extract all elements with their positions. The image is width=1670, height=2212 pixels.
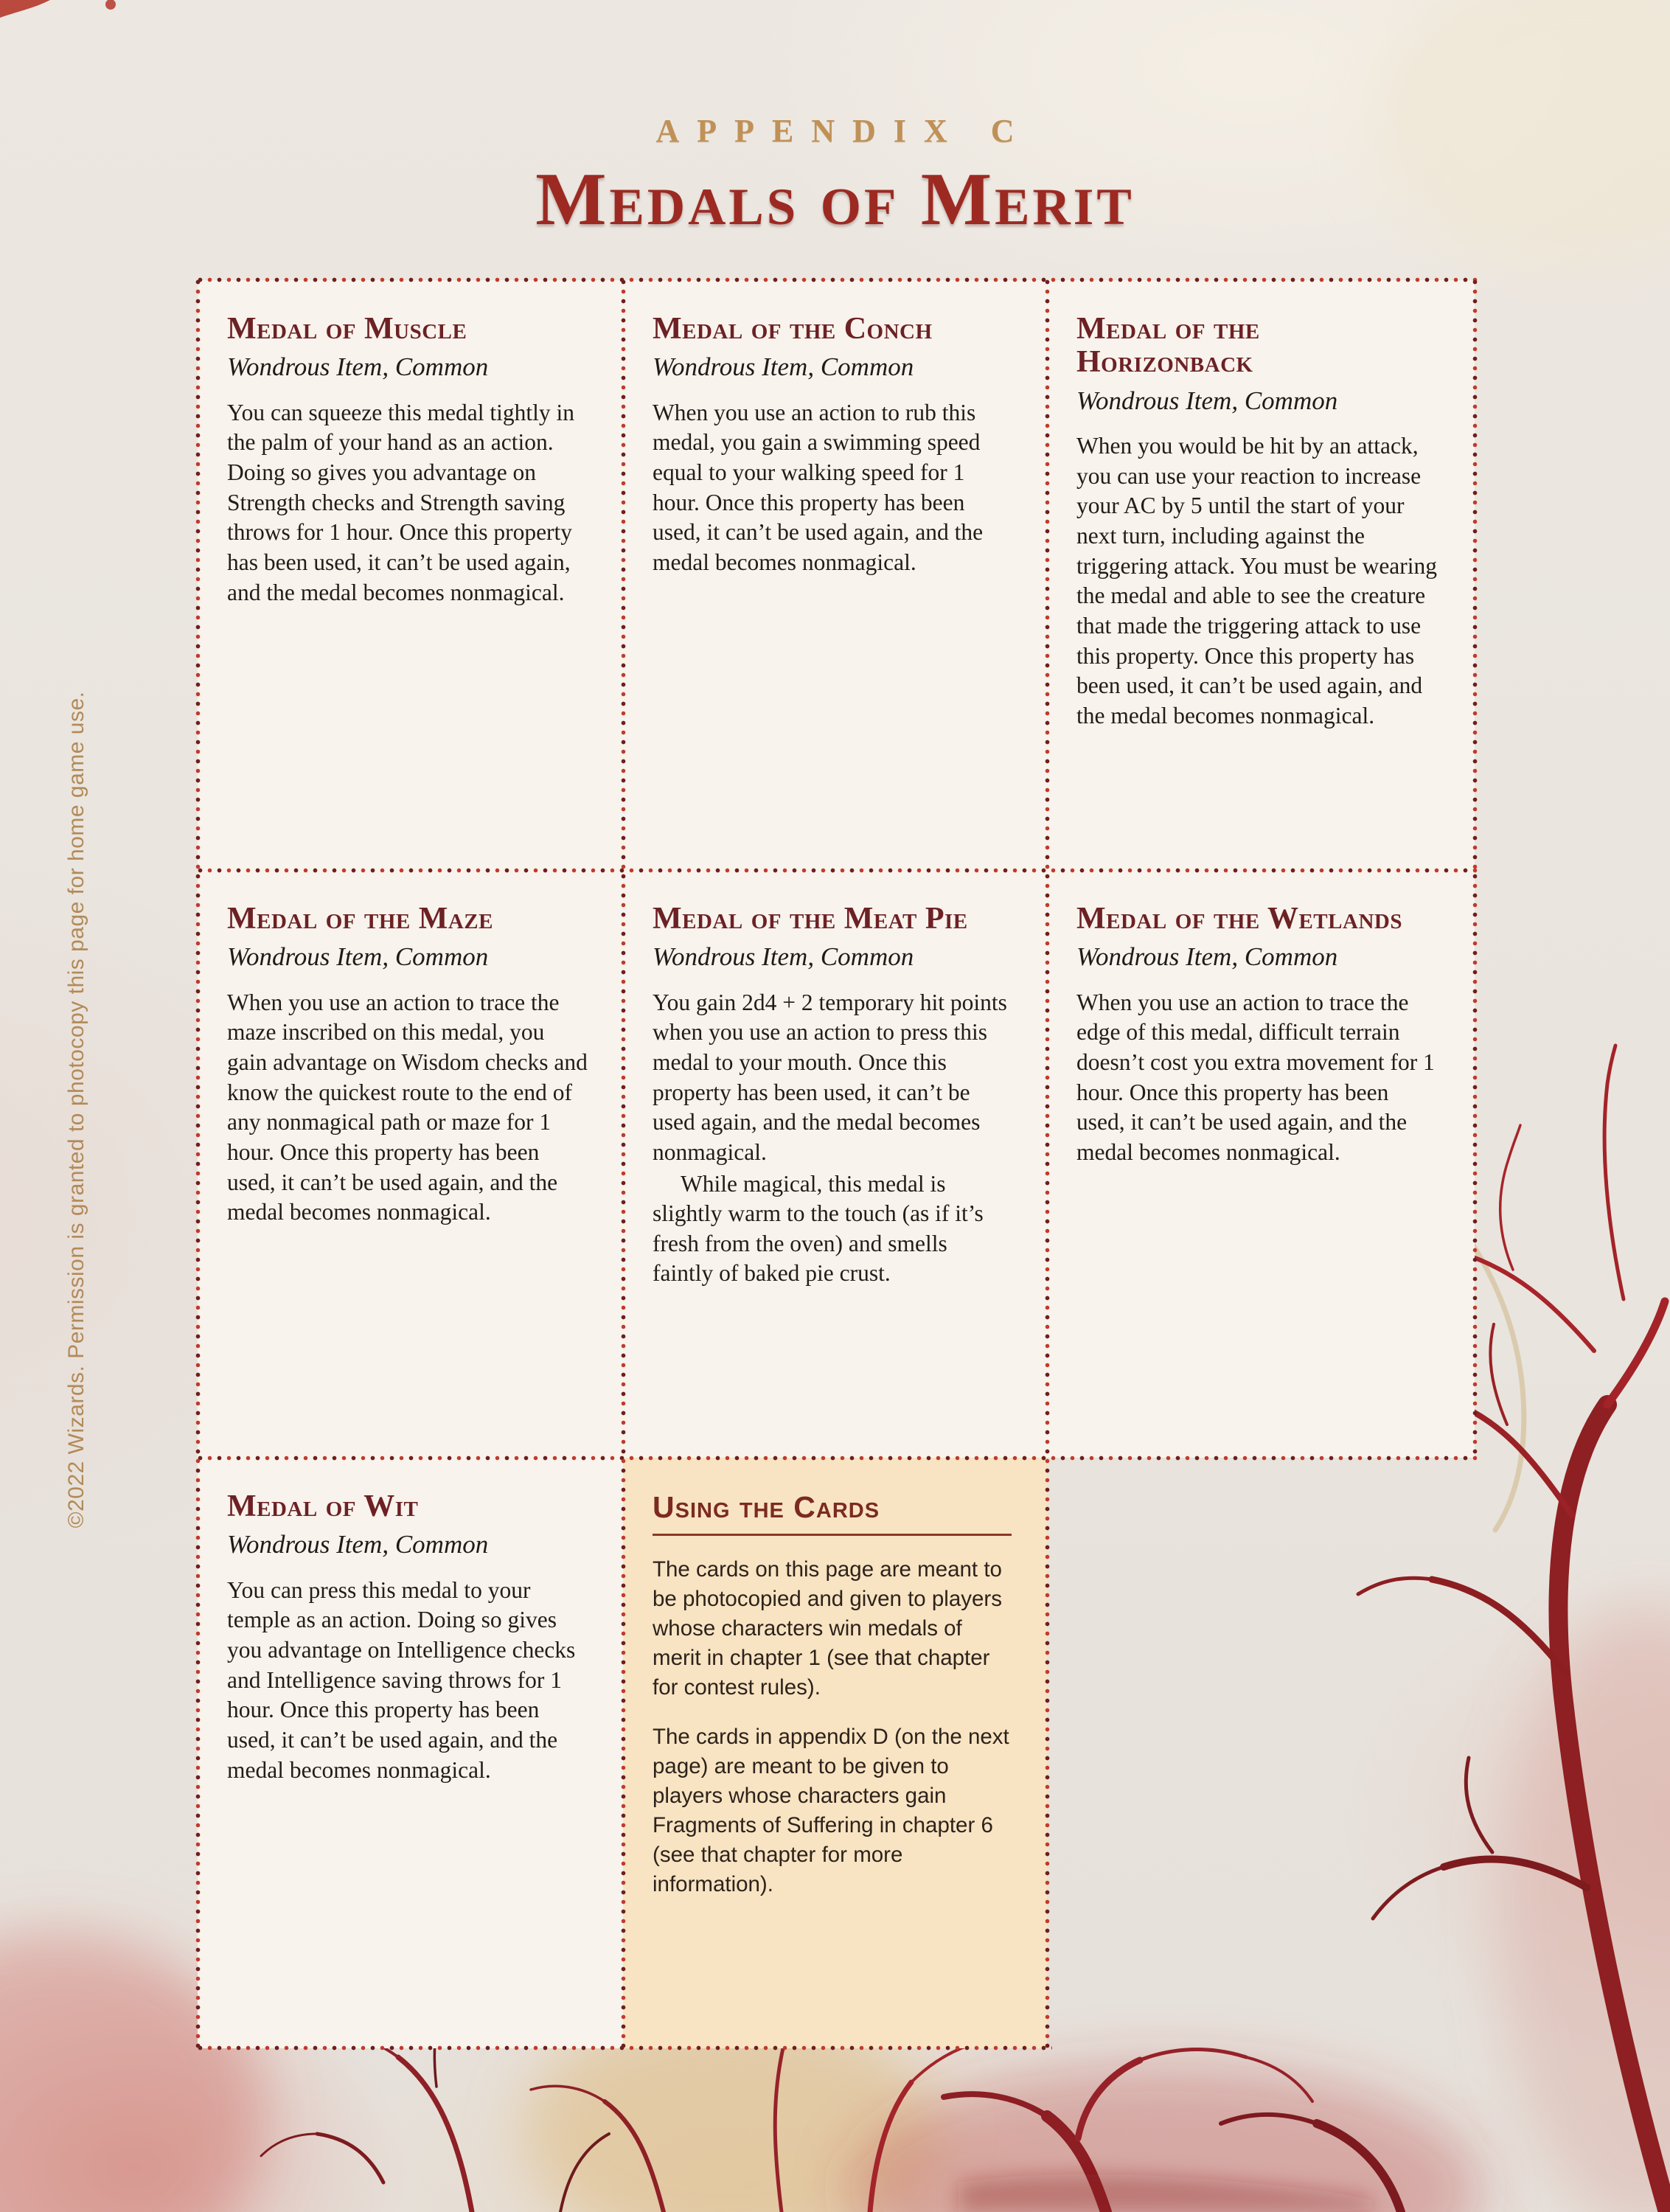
card-body — [227, 988, 588, 1228]
card-subtitle: Wondrous Item, Common — [227, 1530, 489, 1559]
card-medal-of-muscle — [198, 280, 623, 870]
corner-red-streak — [0, 0, 50, 18]
card-subtitle: Wondrous Item, Common — [1076, 942, 1338, 972]
card-paragraph: While magical, this medal is slightly warm to the touch (as if it’s fresh from the oven) and smells faintly of baked pie crust. — [653, 1170, 984, 1287]
dotted-border-row2 — [195, 1455, 1478, 1461]
card-paragraph: When you use an action to trace the edge of this medal, difficult terrain doesn’t cost you extra movement for 1 hour. Once this property has been used, it can’t be used again, and the medal becomes nonmagical. — [1076, 989, 1435, 1165]
card-subtitle: Wondrous Item, Common — [227, 352, 489, 382]
card-title: Medal of the Meat Pie — [653, 902, 968, 936]
card-medal-of-the-conch — [623, 280, 1047, 870]
dotted-border-col2 — [1045, 277, 1050, 2051]
card-medal-of-the-meat-pie — [623, 870, 1047, 1458]
card-title: Medal of the Wetlands — [1076, 902, 1402, 936]
card-title: Medal of the Maze — [227, 902, 493, 936]
sidebar-paragraph: The cards in appendix D (on the next page) are meant to be given to players whose characters gain Fragments of Suffering in chapter 6 (see that chapter for more information). — [653, 1724, 1009, 1897]
card-subtitle: Wondrous Item, Common — [227, 942, 489, 972]
card-paragraph: When you would be hit by an attack, you can use your reaction to increase your AC by 5 until the start of your next turn, including against the triggering attack. You must be wearing the medal and able to see the creature that made the triggering attack to use this property. Once this property has been used, it can’t be used again, and the medal becomes nonmagical. — [1076, 433, 1438, 728]
card-paragraph: You can press this medal to your temple as an action. Doing so gives you advantage on Intelligence checks and Intelligence saving throws for 1 hour. Once this property has been used, it can’t be used again, and the medal becomes nonmagical. — [227, 1576, 576, 1783]
dotted-border-row1 — [195, 868, 1478, 873]
card-body — [1076, 988, 1439, 1168]
card-title: Medal of the Horizonback — [1076, 312, 1260, 380]
dotted-border-col1 — [621, 277, 626, 2051]
dotted-border-top — [195, 277, 1478, 282]
card-medal-of-wit — [198, 1458, 623, 2048]
sidebar-title: Using the Cards — [653, 1490, 1012, 1536]
card-using-the-cards — [623, 1458, 1047, 2048]
card-medal-of-the-wetlands — [1047, 870, 1475, 1458]
copyright-vertical-text: ©2022 Wizards. Permission is granted to photocopy this page for home game use. — [64, 691, 88, 1528]
card-paragraph: You gain 2d4 + 2 temporary hit points when you use an action to press this medal to your mouth. Once this property has been used, it can’t be used again, and the medal becomes nonmagical. — [653, 989, 1007, 1165]
card-title: Medal of Muscle — [227, 312, 467, 346]
card-subtitle: Wondrous Item, Common — [653, 352, 914, 382]
card-body — [227, 1576, 588, 1785]
card-title: Medal of Wit — [227, 1489, 419, 1523]
card-grid — [198, 280, 1475, 2048]
card-paragraph: You can squeeze this medal tightly in the palm of your hand as an action. Doing so gives you advantage on Strength checks and Strength saving throws for 1 hour. Once this property has been used, it can’t be used again, and the medal becomes nonmagical. — [227, 399, 574, 605]
card-subtitle: Wondrous Item, Common — [1076, 386, 1338, 415]
card-subtitle: Wondrous Item, Common — [653, 942, 914, 972]
dotted-border-right — [1472, 277, 1478, 1458]
sidebar-body — [653, 1555, 1012, 1899]
card-title: Medal of the Conch — [653, 312, 933, 346]
card-paragraph: When you use an action to rub this medal, you gain a swimming speed equal to your walking speed for 1 hour. Once this property has been used, it can’t be used again, and the medal becomes nonmagical. — [653, 399, 984, 575]
card-paragraph: When you use an action to trace the maze inscribed on this medal, you gain advantage on Wisdom checks and know the quickest route to the end of any nonmagical path or maze for 1 hour. Once this property has been used, it can’t be used again, and the medal becomes nonmagical. — [227, 989, 588, 1225]
card-medal-of-the-maze — [198, 870, 623, 1458]
appendix-eyebrow: APPENDIX C — [655, 113, 1032, 149]
card-body — [227, 398, 588, 608]
page-title: Medals of Merit — [535, 158, 1135, 241]
card-body — [1076, 431, 1439, 731]
card-body — [653, 988, 1012, 1289]
dotted-border-left — [195, 277, 201, 2051]
sidebar-paragraph: The cards on this page are meant to be photocopied and given to players whose characters win medals of merit in chapter 1 (see that chapter for contest rules). — [653, 1557, 1002, 1700]
card-medal-of-the-horizonback — [1047, 280, 1475, 870]
corner-red-dot — [105, 0, 116, 10]
card-body — [653, 398, 1012, 578]
